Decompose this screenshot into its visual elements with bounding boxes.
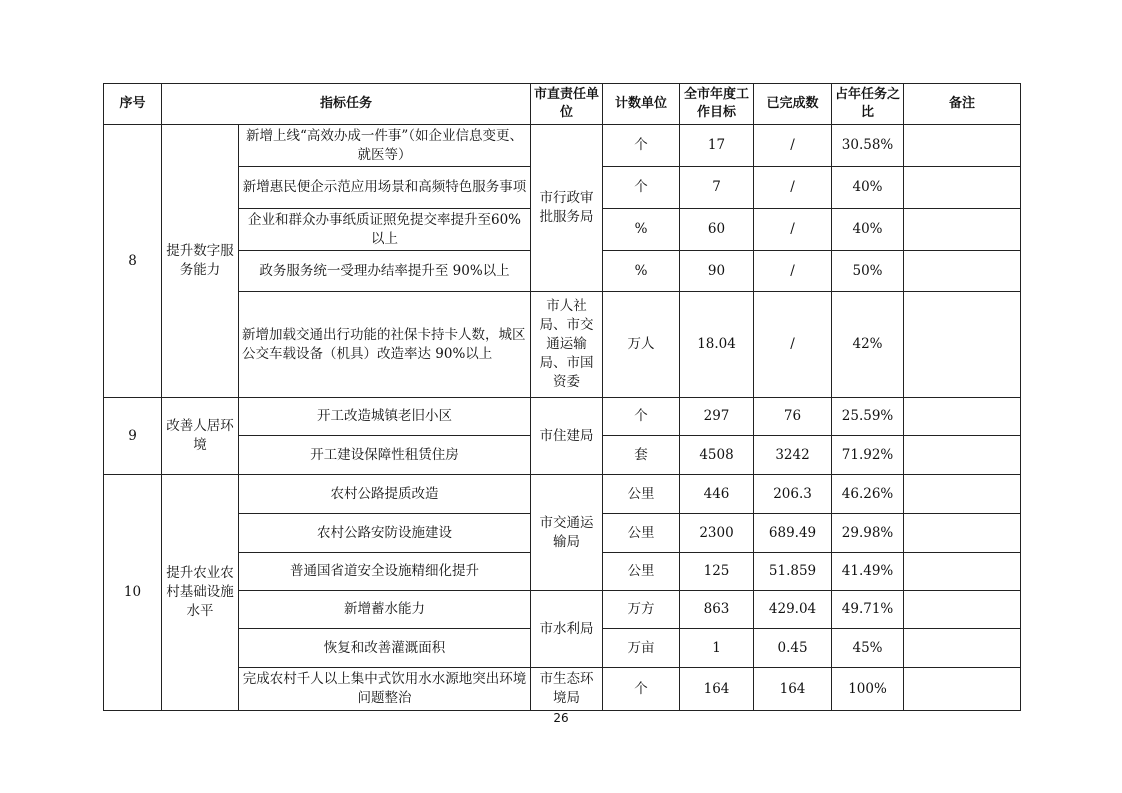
done-cell: / bbox=[754, 209, 832, 251]
target-cell: 1 bbox=[680, 629, 754, 668]
table-row bbox=[104, 125, 1021, 167]
target-cell: 446 bbox=[680, 475, 754, 514]
done-cell: 0.45 bbox=[754, 629, 832, 668]
unit-cell: 套 bbox=[603, 436, 680, 475]
done-cell: 206.3 bbox=[754, 475, 832, 514]
note-cell bbox=[904, 209, 1021, 251]
task-cell: 开工建设保障性租赁住房 bbox=[239, 436, 531, 475]
group-category: 提升数字服务能力 bbox=[162, 125, 239, 398]
done-cell: 689.49 bbox=[754, 514, 832, 553]
header-note: 备注 bbox=[904, 84, 1021, 125]
dept-cell: 市行政审批服务局 bbox=[531, 125, 603, 292]
group-seq: 10 bbox=[104, 475, 162, 711]
group-category: 改善人居环境 bbox=[162, 398, 239, 475]
unit-cell: 个 bbox=[603, 125, 680, 167]
done-cell: 51.859 bbox=[754, 553, 832, 591]
task-cell: 农村公路提质改造 bbox=[239, 475, 531, 514]
header-done: 已完成数 bbox=[754, 84, 832, 125]
task-cell: 普通国省道安全设施精细化提升 bbox=[239, 553, 531, 591]
task-cell: 开工改造城镇老旧小区 bbox=[239, 398, 531, 436]
done-cell: 164 bbox=[754, 668, 832, 711]
target-cell: 17 bbox=[680, 125, 754, 167]
task-cell: 新增加载交通出行功能的社保卡持卡人数，城区公交车载设备（机具）改造率达 90%以上 bbox=[239, 292, 531, 398]
done-cell: 76 bbox=[754, 398, 832, 436]
done-cell: 3242 bbox=[754, 436, 832, 475]
page-number: 26 bbox=[553, 711, 569, 725]
group-seq: 9 bbox=[104, 398, 162, 475]
note-cell bbox=[904, 167, 1021, 209]
task-cell: 农村公路安防设施建设 bbox=[239, 514, 531, 553]
unit-cell: 万人 bbox=[603, 292, 680, 398]
table-row bbox=[104, 668, 1021, 711]
done-cell: / bbox=[754, 251, 832, 292]
target-cell: 18.04 bbox=[680, 292, 754, 398]
ratio-cell: 40% bbox=[832, 167, 904, 209]
header-dept: 市直责任单位 bbox=[531, 84, 603, 125]
target-cell: 863 bbox=[680, 591, 754, 629]
task-cell: 政务服务统一受理办结率提升至 90%以上 bbox=[239, 251, 531, 292]
target-cell: 2300 bbox=[680, 514, 754, 553]
table-row bbox=[104, 475, 1021, 514]
ratio-cell: 29.98% bbox=[832, 514, 904, 553]
task-cell: 新增上线“高效办成一件事”（如企业信息变更、就医等） bbox=[239, 125, 531, 167]
ratio-cell: 71.92% bbox=[832, 436, 904, 475]
unit-cell: 个 bbox=[603, 167, 680, 209]
table-row bbox=[104, 292, 1021, 398]
header-task: 指标任务 bbox=[162, 84, 531, 125]
note-cell bbox=[904, 553, 1021, 591]
unit-cell: 公里 bbox=[603, 475, 680, 514]
task-cell: 恢复和改善灌溉面积 bbox=[239, 629, 531, 668]
unit-cell: % bbox=[603, 209, 680, 251]
target-cell: 60 bbox=[680, 209, 754, 251]
dept-cell: 市交通运输局 bbox=[531, 475, 603, 591]
unit-cell: 个 bbox=[603, 668, 680, 711]
table-row bbox=[104, 398, 1021, 436]
done-cell: 429.04 bbox=[754, 591, 832, 629]
task-table bbox=[103, 83, 1021, 711]
task-cell: 完成农村千人以上集中式饮用水水源地突出环境问题整治 bbox=[239, 668, 531, 711]
ratio-cell: 25.59% bbox=[832, 398, 904, 436]
done-cell: / bbox=[754, 167, 832, 209]
ratio-cell: 45% bbox=[832, 629, 904, 668]
note-cell bbox=[904, 125, 1021, 167]
unit-cell: % bbox=[603, 251, 680, 292]
header-ratio: 占年任务之比 bbox=[832, 84, 904, 125]
header-target: 全市年度工作目标 bbox=[680, 84, 754, 125]
ratio-cell: 41.49% bbox=[832, 553, 904, 591]
dept-cell: 市住建局 bbox=[531, 398, 603, 475]
dept-cell: 市水利局 bbox=[531, 591, 603, 668]
group-seq: 8 bbox=[104, 125, 162, 398]
table-row bbox=[104, 591, 1021, 629]
target-cell: 4508 bbox=[680, 436, 754, 475]
unit-cell: 万方 bbox=[603, 591, 680, 629]
ratio-cell: 46.26% bbox=[832, 475, 904, 514]
ratio-cell: 40% bbox=[832, 209, 904, 251]
unit-cell: 公里 bbox=[603, 514, 680, 553]
done-cell: / bbox=[754, 125, 832, 167]
target-cell: 90 bbox=[680, 251, 754, 292]
note-cell bbox=[904, 668, 1021, 711]
header-row bbox=[104, 84, 1021, 125]
group-category: 提升农业农村基础设施水平 bbox=[162, 475, 239, 711]
ratio-cell: 50% bbox=[832, 251, 904, 292]
note-cell bbox=[904, 475, 1021, 514]
task-cell: 新增蓄水能力 bbox=[239, 591, 531, 629]
header-unit: 计数单位 bbox=[603, 84, 680, 125]
target-cell: 125 bbox=[680, 553, 754, 591]
note-cell bbox=[904, 398, 1021, 436]
note-cell bbox=[904, 514, 1021, 553]
dept-cell: 市人社局、市交通运输局、市国资委 bbox=[531, 292, 603, 398]
target-cell: 164 bbox=[680, 668, 754, 711]
ratio-cell: 30.58% bbox=[832, 125, 904, 167]
target-cell: 297 bbox=[680, 398, 754, 436]
note-cell bbox=[904, 292, 1021, 398]
task-cell: 新增惠民便企示范应用场景和高频特色服务事项 bbox=[239, 167, 531, 209]
note-cell bbox=[904, 629, 1021, 668]
done-cell: / bbox=[754, 292, 832, 398]
dept-cell: 市生态环境局 bbox=[531, 668, 603, 711]
note-cell bbox=[904, 591, 1021, 629]
note-cell bbox=[904, 251, 1021, 292]
ratio-cell: 42% bbox=[832, 292, 904, 398]
task-cell: 企业和群众办事纸质证照免提交率提升至60%以上 bbox=[239, 209, 531, 251]
header-seq: 序号 bbox=[104, 84, 162, 125]
ratio-cell: 100% bbox=[832, 668, 904, 711]
unit-cell: 个 bbox=[603, 398, 680, 436]
note-cell bbox=[904, 436, 1021, 475]
target-cell: 7 bbox=[680, 167, 754, 209]
unit-cell: 万亩 bbox=[603, 629, 680, 668]
unit-cell: 公里 bbox=[603, 553, 680, 591]
ratio-cell: 49.71% bbox=[832, 591, 904, 629]
